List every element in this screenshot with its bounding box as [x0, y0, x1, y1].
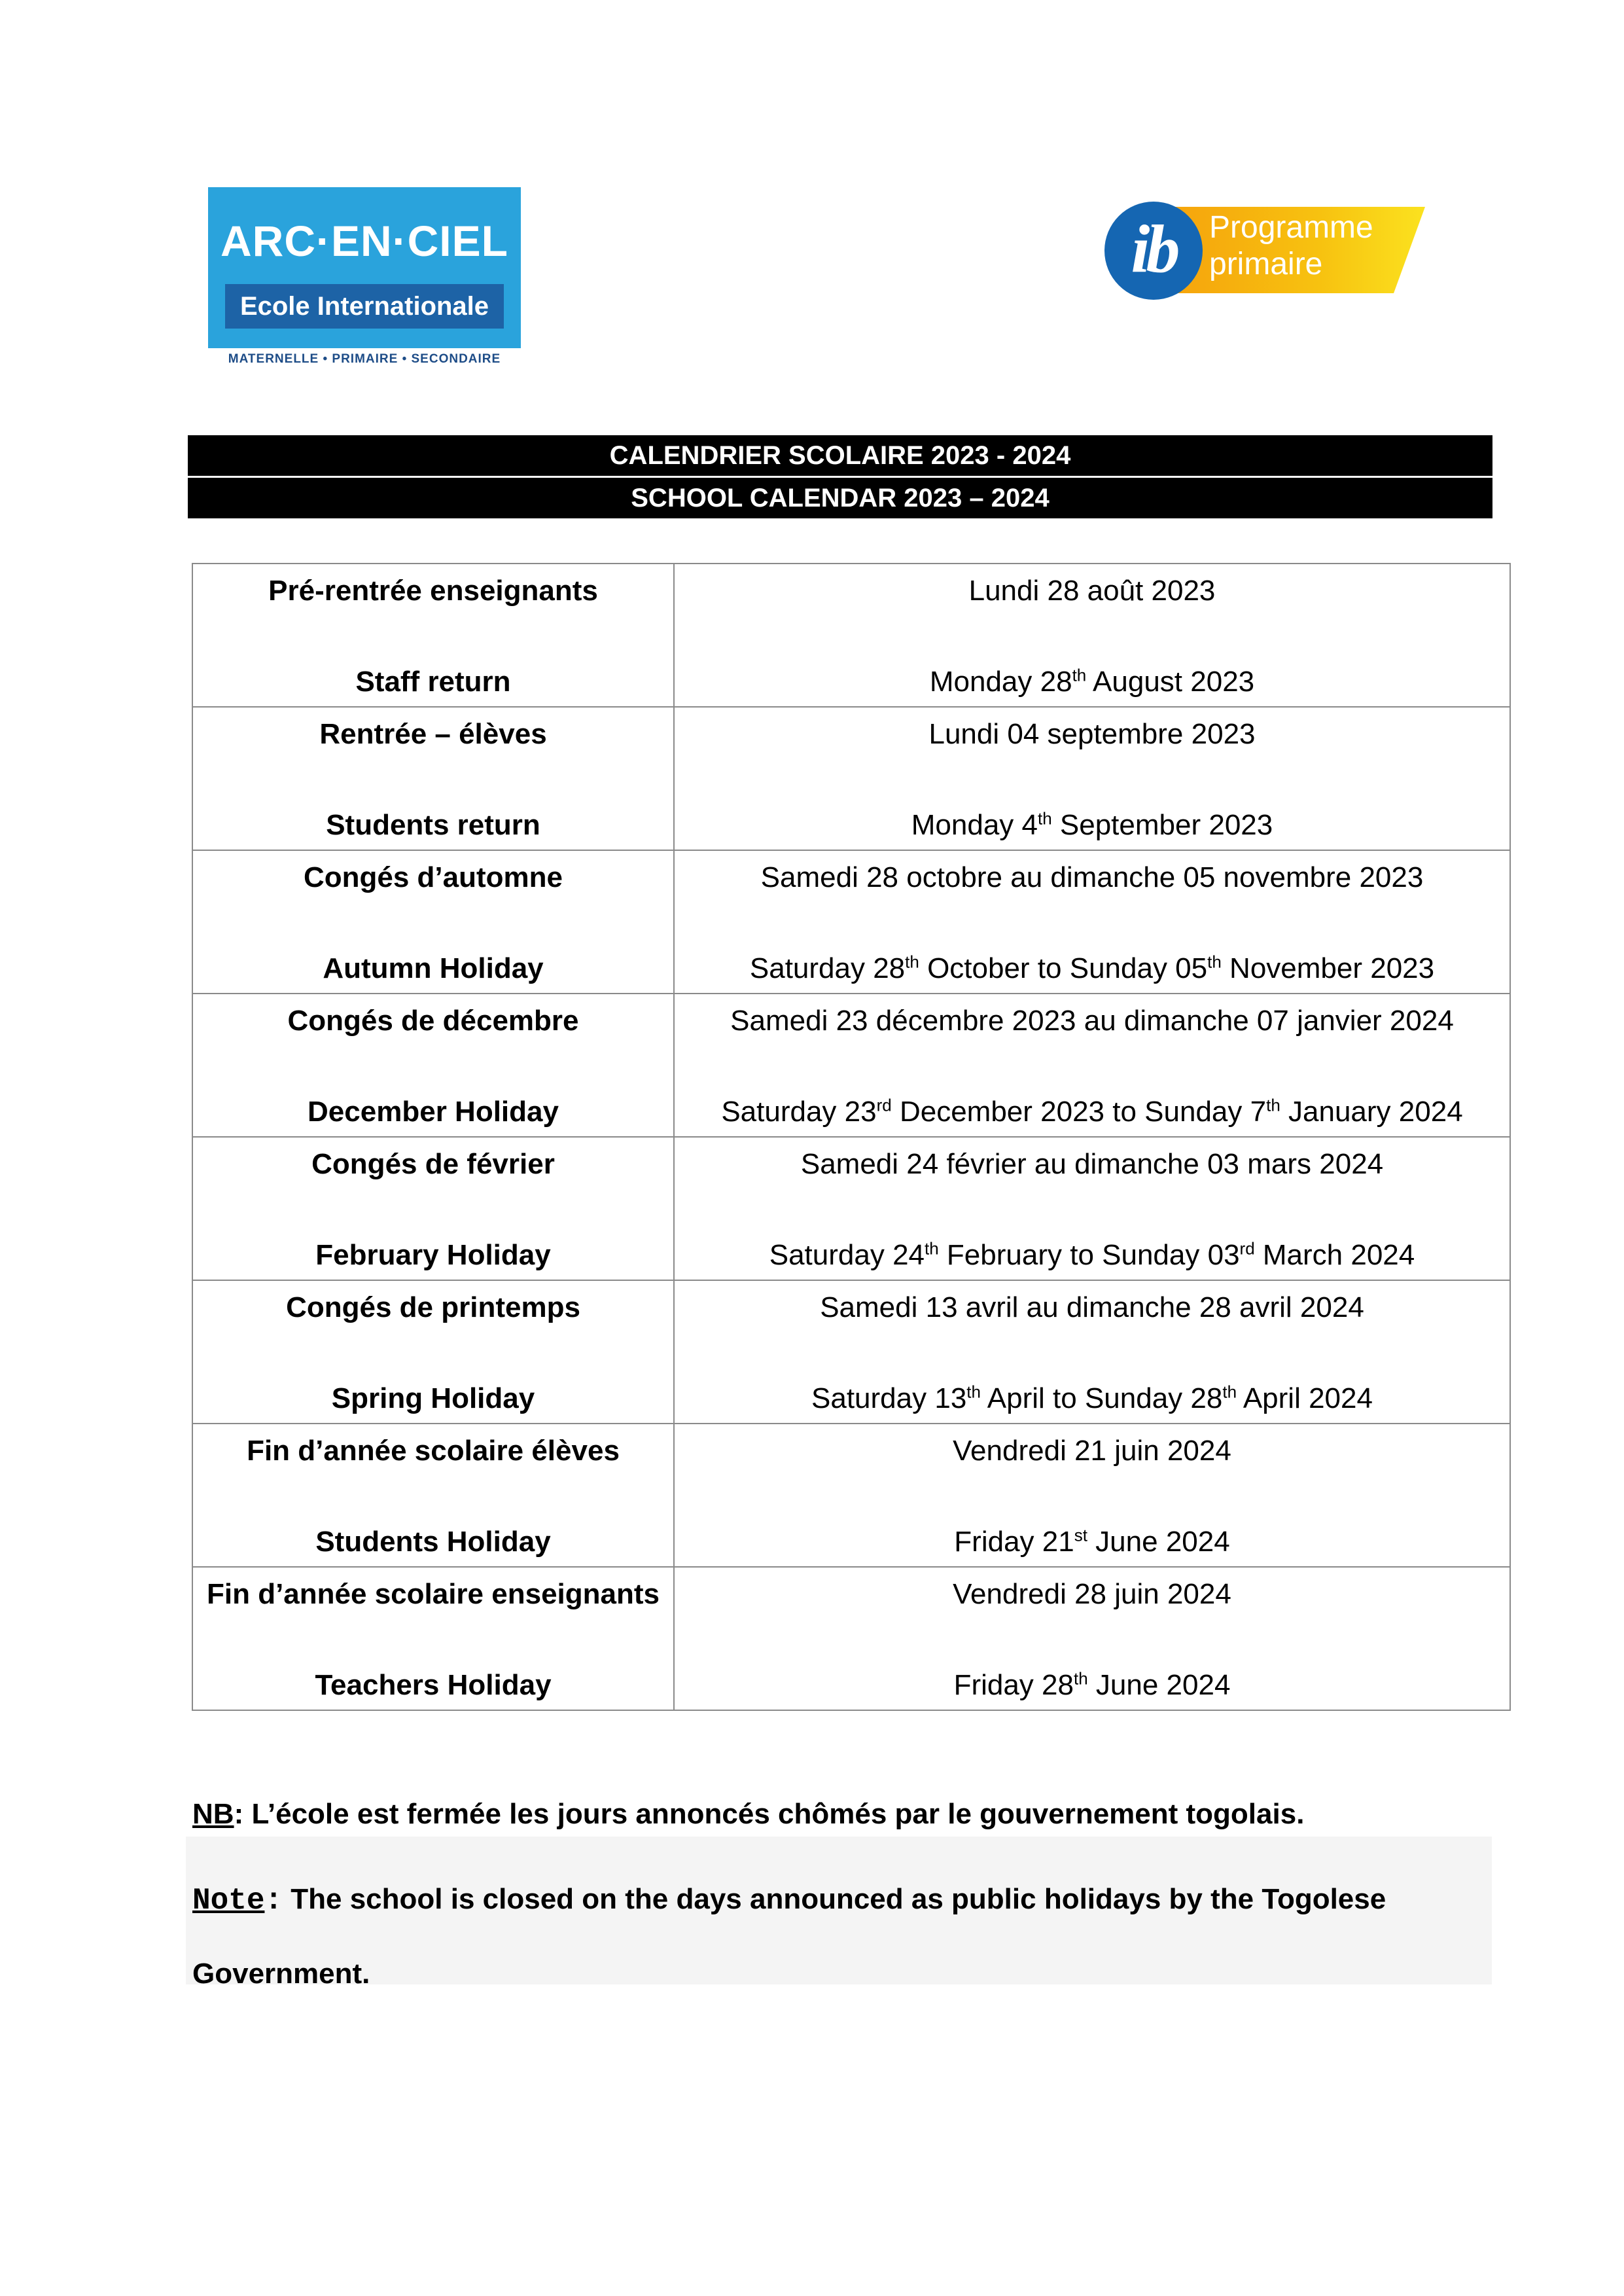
date-text: Saturday 23 — [721, 1096, 877, 1128]
date-ordinal-suffix: th — [925, 1238, 939, 1259]
event-label-en: Spring Holiday — [331, 1382, 535, 1414]
note-fr-text: : L’école est fermée les jours annoncés chômés par le gouvernement togolais. — [234, 1798, 1305, 1830]
event-label-cell — [192, 850, 674, 994]
calendar-row — [192, 1137, 1510, 1280]
event-label-en: Staff return — [355, 666, 511, 698]
event-label-fr: Fin d’année scolaire élèves — [247, 1435, 620, 1467]
event-label-cell — [192, 1137, 674, 1280]
event-label-en: Autumn Holiday — [323, 952, 544, 984]
ib-mark: ib — [1104, 202, 1203, 300]
note-en-colon: : — [264, 1884, 283, 1918]
date-text: Saturday 28 — [749, 952, 906, 984]
event-date-cell — [674, 1280, 1510, 1424]
date-ordinal-suffix: th — [1072, 665, 1087, 685]
date-ordinal-suffix: rd — [1239, 1238, 1255, 1259]
calendar-title-bar — [188, 435, 1492, 518]
note-fr — [192, 1798, 1304, 1831]
event-date-fr: Samedi 24 février au dimanche 03 mars 2024 — [800, 1148, 1384, 1180]
calendar-row — [192, 850, 1510, 994]
event-date-cell — [674, 994, 1510, 1137]
date-text: August 2023 — [1086, 666, 1255, 698]
event-label-fr: Congés de février — [311, 1148, 555, 1180]
event-label-cell — [192, 564, 674, 707]
calendar-row — [192, 1280, 1510, 1424]
logo-title: ARC·EN·CIEL — [221, 217, 508, 265]
event-date-cell — [674, 1567, 1510, 1710]
date-ordinal-suffix: th — [905, 952, 919, 972]
ib-line2: primaire — [1209, 247, 1323, 281]
date-text: Friday 21 — [954, 1526, 1074, 1558]
date-ordinal-suffix: th — [1073, 1668, 1088, 1689]
event-label-en: Teachers Holiday — [315, 1669, 552, 1701]
event-label-en: February Holiday — [315, 1239, 551, 1271]
event-label-fr: Fin d’année scolaire enseignants — [207, 1578, 660, 1610]
date-text: January 2024 — [1280, 1096, 1463, 1128]
date-ordinal-suffix: st — [1074, 1525, 1087, 1545]
event-date-en — [675, 666, 1509, 698]
date-text: June 2024 — [1087, 1669, 1231, 1701]
date-ordinal-suffix: th — [1207, 952, 1222, 972]
date-ordinal-suffix: th — [1266, 1095, 1280, 1115]
date-text: April 2024 — [1237, 1382, 1373, 1414]
date-text: December 2023 to Sunday 7 — [891, 1096, 1267, 1128]
event-label-en: December Holiday — [308, 1096, 559, 1128]
event-date-cell — [674, 564, 1510, 707]
calendar-row — [192, 564, 1510, 707]
event-date-en — [675, 809, 1509, 842]
event-date-fr: Samedi 23 décembre 2023 au dimanche 07 janvier 2024 — [730, 1005, 1454, 1037]
event-label-fr: Rentrée – élèves — [319, 718, 547, 750]
date-text: November 2023 — [1221, 952, 1435, 984]
event-date-cell — [674, 1424, 1510, 1567]
note-en-prefix: Note — [192, 1884, 265, 1918]
calendar-table — [192, 563, 1511, 1711]
event-date-en — [675, 1096, 1509, 1128]
note-fr-prefix: NB — [192, 1798, 234, 1830]
event-label-en: Students return — [326, 809, 540, 841]
event-label-fr: Pré-rentrée enseignants — [268, 575, 598, 607]
date-ordinal-suffix: rd — [876, 1095, 892, 1115]
event-label-cell — [192, 1567, 674, 1710]
note-en — [192, 1863, 1462, 2011]
calendar-row — [192, 994, 1510, 1137]
event-date-cell — [674, 1137, 1510, 1280]
ib-text — [1209, 209, 1373, 283]
event-date-cell — [674, 850, 1510, 994]
date-text: Saturday 13 — [811, 1382, 967, 1414]
event-date-fr: Samedi 13 avril au dimanche 28 avril 2024 — [820, 1291, 1364, 1323]
date-ordinal-suffix: th — [1037, 808, 1052, 829]
date-text: April to Sunday 28 — [980, 1382, 1223, 1414]
ib-line1: Programme — [1209, 210, 1373, 245]
event-date-en — [675, 1669, 1509, 1702]
date-text: March 2024 — [1254, 1239, 1415, 1271]
event-date-cell — [674, 707, 1510, 850]
event-label-fr: Congés d’automne — [303, 861, 563, 893]
date-text: February to Sunday 03 — [938, 1239, 1240, 1271]
calendar-row — [192, 1424, 1510, 1567]
date-text: Saturday 24 — [769, 1239, 925, 1271]
event-label-cell — [192, 707, 674, 850]
event-date-en — [675, 1526, 1509, 1558]
arc-en-ciel-logo — [208, 187, 521, 370]
event-label-cell — [192, 994, 674, 1137]
date-text: September 2023 — [1051, 809, 1273, 841]
title-fr: CALENDRIER SCOLAIRE 2023 - 2024 — [609, 441, 1071, 470]
note-en-text: The school is closed on the days announced as public holidays by the Togolese Government. — [192, 1883, 1386, 1990]
event-date-en — [675, 1239, 1509, 1272]
date-text: Friday 28 — [953, 1669, 1074, 1701]
event-date-fr: Vendredi 21 juin 2024 — [953, 1435, 1231, 1467]
logo-tagline: MATERNELLE • PRIMAIRE • SECONDAIRE — [228, 352, 501, 366]
note-en-box — [186, 1837, 1492, 1990]
event-label-cell — [192, 1280, 674, 1424]
event-label-fr: Congés de décembre — [287, 1005, 579, 1037]
event-date-fr: Lundi 04 septembre 2023 — [928, 718, 1256, 750]
date-text: October to Sunday 05 — [919, 952, 1208, 984]
date-text: June 2024 — [1087, 1526, 1230, 1558]
date-text: Monday 4 — [911, 809, 1038, 841]
date-ordinal-suffix: th — [966, 1382, 981, 1402]
event-label-cell — [192, 1424, 674, 1567]
ib-programme-logo — [1104, 202, 1445, 300]
logo-subtitle: Ecole Internationale — [225, 284, 504, 329]
calendar-row — [192, 707, 1510, 850]
event-date-fr: Lundi 28 août 2023 — [968, 575, 1216, 607]
date-text: Monday 28 — [929, 666, 1072, 698]
title-en: SCHOOL CALENDAR 2023 – 2024 — [188, 476, 1492, 518]
date-ordinal-suffix: th — [1222, 1382, 1237, 1402]
event-date-fr: Vendredi 28 juin 2024 — [953, 1578, 1231, 1610]
event-label-fr: Congés de printemps — [286, 1291, 580, 1323]
event-label-en: Students Holiday — [315, 1526, 551, 1558]
event-date-fr: Samedi 28 octobre au dimanche 05 novembre 2023 — [760, 861, 1424, 893]
calendar-row — [192, 1567, 1510, 1710]
event-date-en — [675, 952, 1509, 985]
event-date-en — [675, 1382, 1509, 1415]
